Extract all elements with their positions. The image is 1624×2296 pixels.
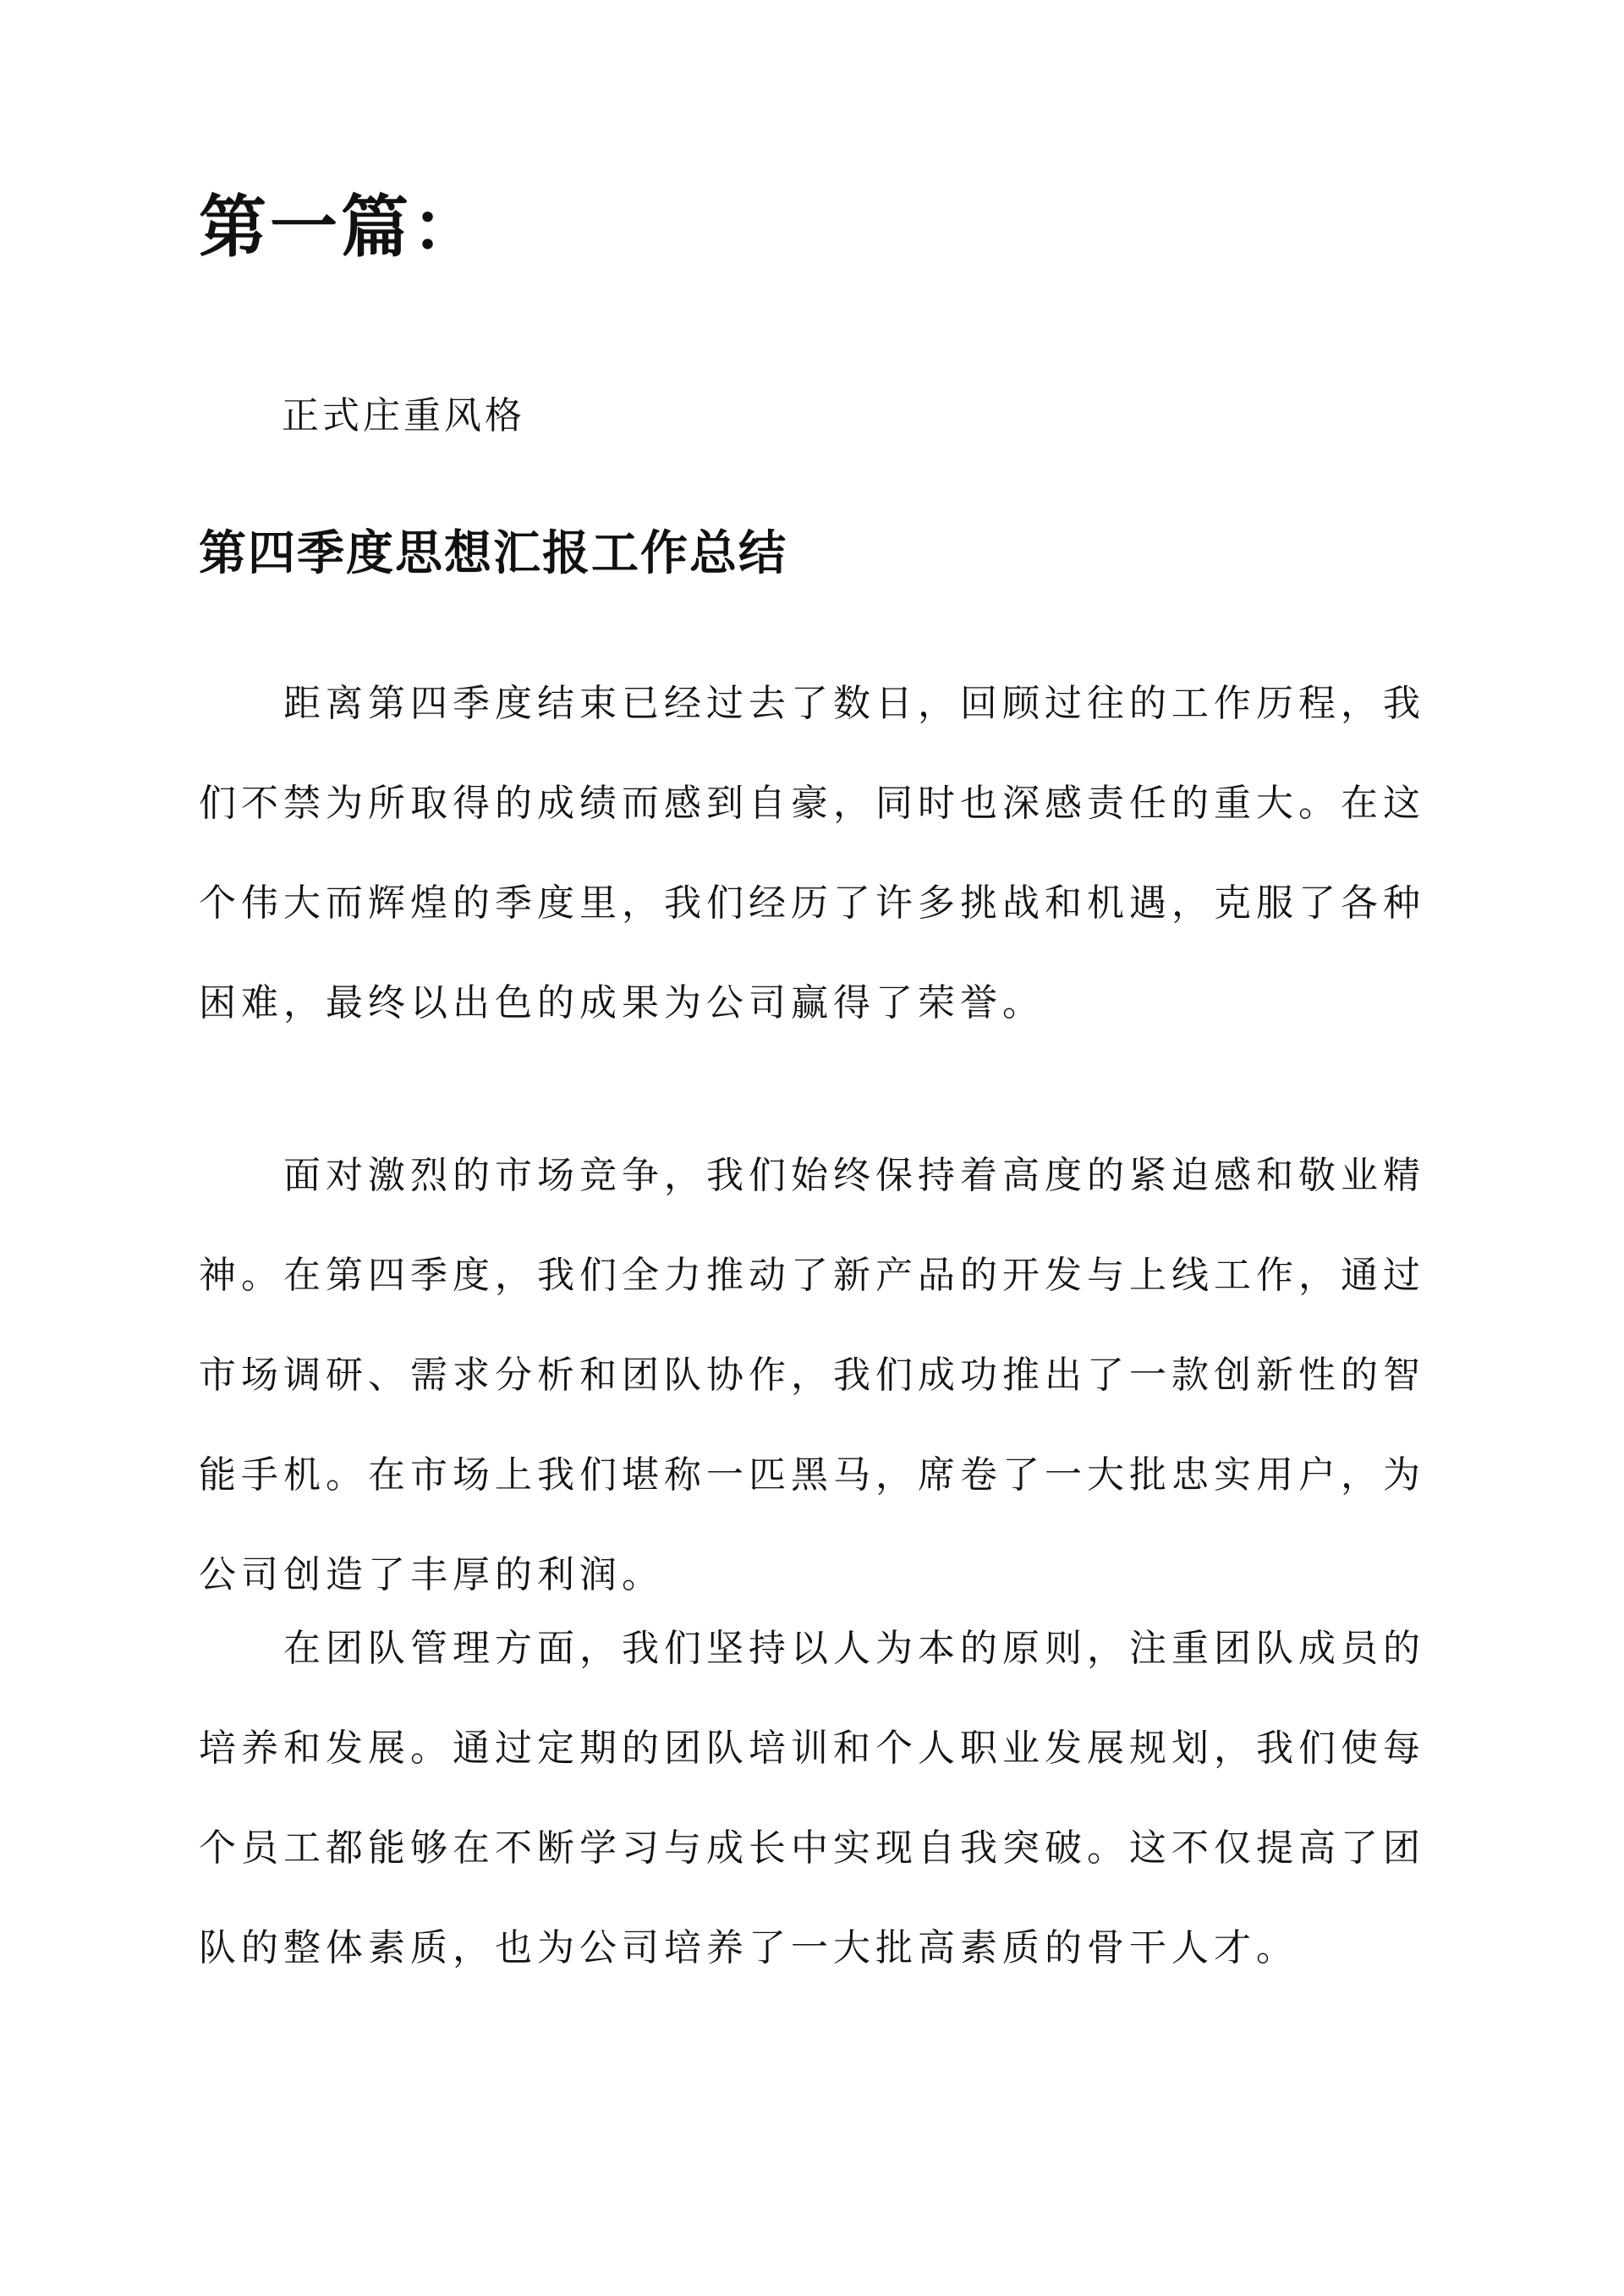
report-title: 第四季度思想汇报工作总结 xyxy=(199,525,787,581)
paragraph: 面对激烈的市场竞争，我们始终保持着高度的紧迫感和敬业精神。在第四季度，我们全力推动了新产品的开发与上线工作，通过市场调研、需求分析和团队协作，我们成功推出了一款创新性的智能手机。在市场上我们堪称一匹黑马，席卷了一大批忠实用户，为公司创造了丰厚的利润。 xyxy=(199,1154,1425,1596)
paragraph: 距离第四季度结束已经过去了数日，回顾过往的工作历程，我们不禁为所取得的成绩而感到自豪，同时也深感责任的重大。在这个伟大而辉煌的季度里，我们经历了许多挑战和机遇，克服了各种困难，最终以出色的成果为公司赢得了荣誉。 xyxy=(199,682,1425,1024)
paragraph: 在团队管理方面，我们坚持以人为本的原则，注重团队成员的培养和发展。通过定期的团队培训和个人职业发展规划，我们使每个员工都能够在不断学习与成长中实现自我突破。这不仅提高了团队的整体素质，也为公司培养了一大批高素质的骨干人才。 xyxy=(199,1627,1425,1969)
part-title: 第一篇： xyxy=(199,187,483,266)
style-label: 正式庄重风格 xyxy=(282,394,525,437)
